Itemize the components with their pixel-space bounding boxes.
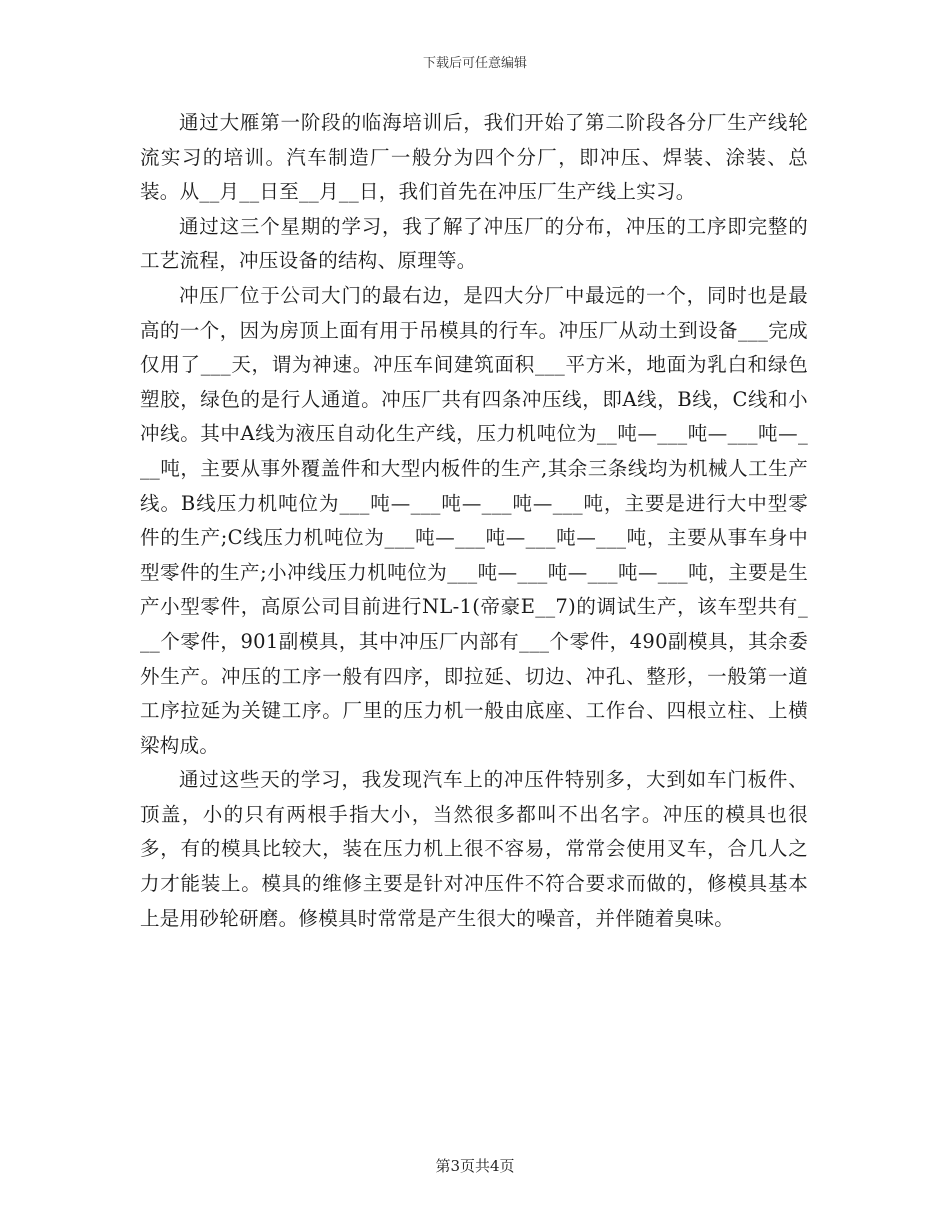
document-body <box>140 106 808 936</box>
paragraph-2: 通过这三个星期的学习，我了解了冲压厂的分布，冲压的工序即完整的工艺流程，冲压设备的结构、原理等。 <box>140 214 808 273</box>
paragraph-1: 通过大雁第一阶段的临海培训后，我们开始了第二阶段各分厂生产线轮流实习的培训。汽车制造厂一般分为四个分厂，即冲压、焊装、涂装、总装。从__月__日至__月__日，我们首先在冲压厂生产线上实习。 <box>140 111 808 204</box>
paragraph-4: 通过这些天的学习，我发现汽车上的冲压件特别多，大到如车门板件、顶盖，小的只有两根手指大小，当然很多都叫不出名字。冲压的模具也很多，有的模具比较大，装在压力机上很不容易，常常会使用叉车，合几人之力才能装上。模具的维修主要是针对冲压件不符合要求而做的，修模具基本上是用砂轮研磨。修模具时常常是产生很大的噪音，并伴随着臭味。 <box>140 768 808 930</box>
paragraph-3: 冲压厂位于公司大门的最右边，是四大分厂中最远的一个，同时也是最高的一个，因为房顶上面有用于吊模具的行车。冲压厂从动土到设备___完成仅用了___天，谓为神速。冲压车间建筑面积___平方米，地面为乳白和绿色塑胶，绿色的是行人通道。冲压厂共有四条冲压线，即A线，B线，C线和小冲线。其中A线为液压自动化生产线，压力机吨位为__吨—___吨—___吨—___吨，主要从事外覆盖件和大型内板件的生产,其余三条线均为机械人工生产线。B线压力机吨位为___吨—___吨—___吨—___吨，主要是进行大中型零件的生产;C线压力机吨位为___吨—___吨—___吨—___吨，主要从事车身中型零件的生产;小冲线压力机吨位为___吨—___吨—___吨—___吨，主要是生产小型零件，高原公司目前进行NL-1(帝豪E__7)的调试生产，该车型共有___个零件，901副模具，其中冲压厂内部有___个零件，490副模具，其余委外生产。冲压的工序一般有四序，即拉延、切边、冲孔、整形，一般第一道工序拉延为关键工序。厂里的压力机一般由底座、工作台、四根立柱、上横梁构成。 <box>140 283 808 757</box>
page-header: 下载后可任意编辑 <box>422 56 527 71</box>
page-footer: 第3页共4页 <box>435 1157 515 1175</box>
